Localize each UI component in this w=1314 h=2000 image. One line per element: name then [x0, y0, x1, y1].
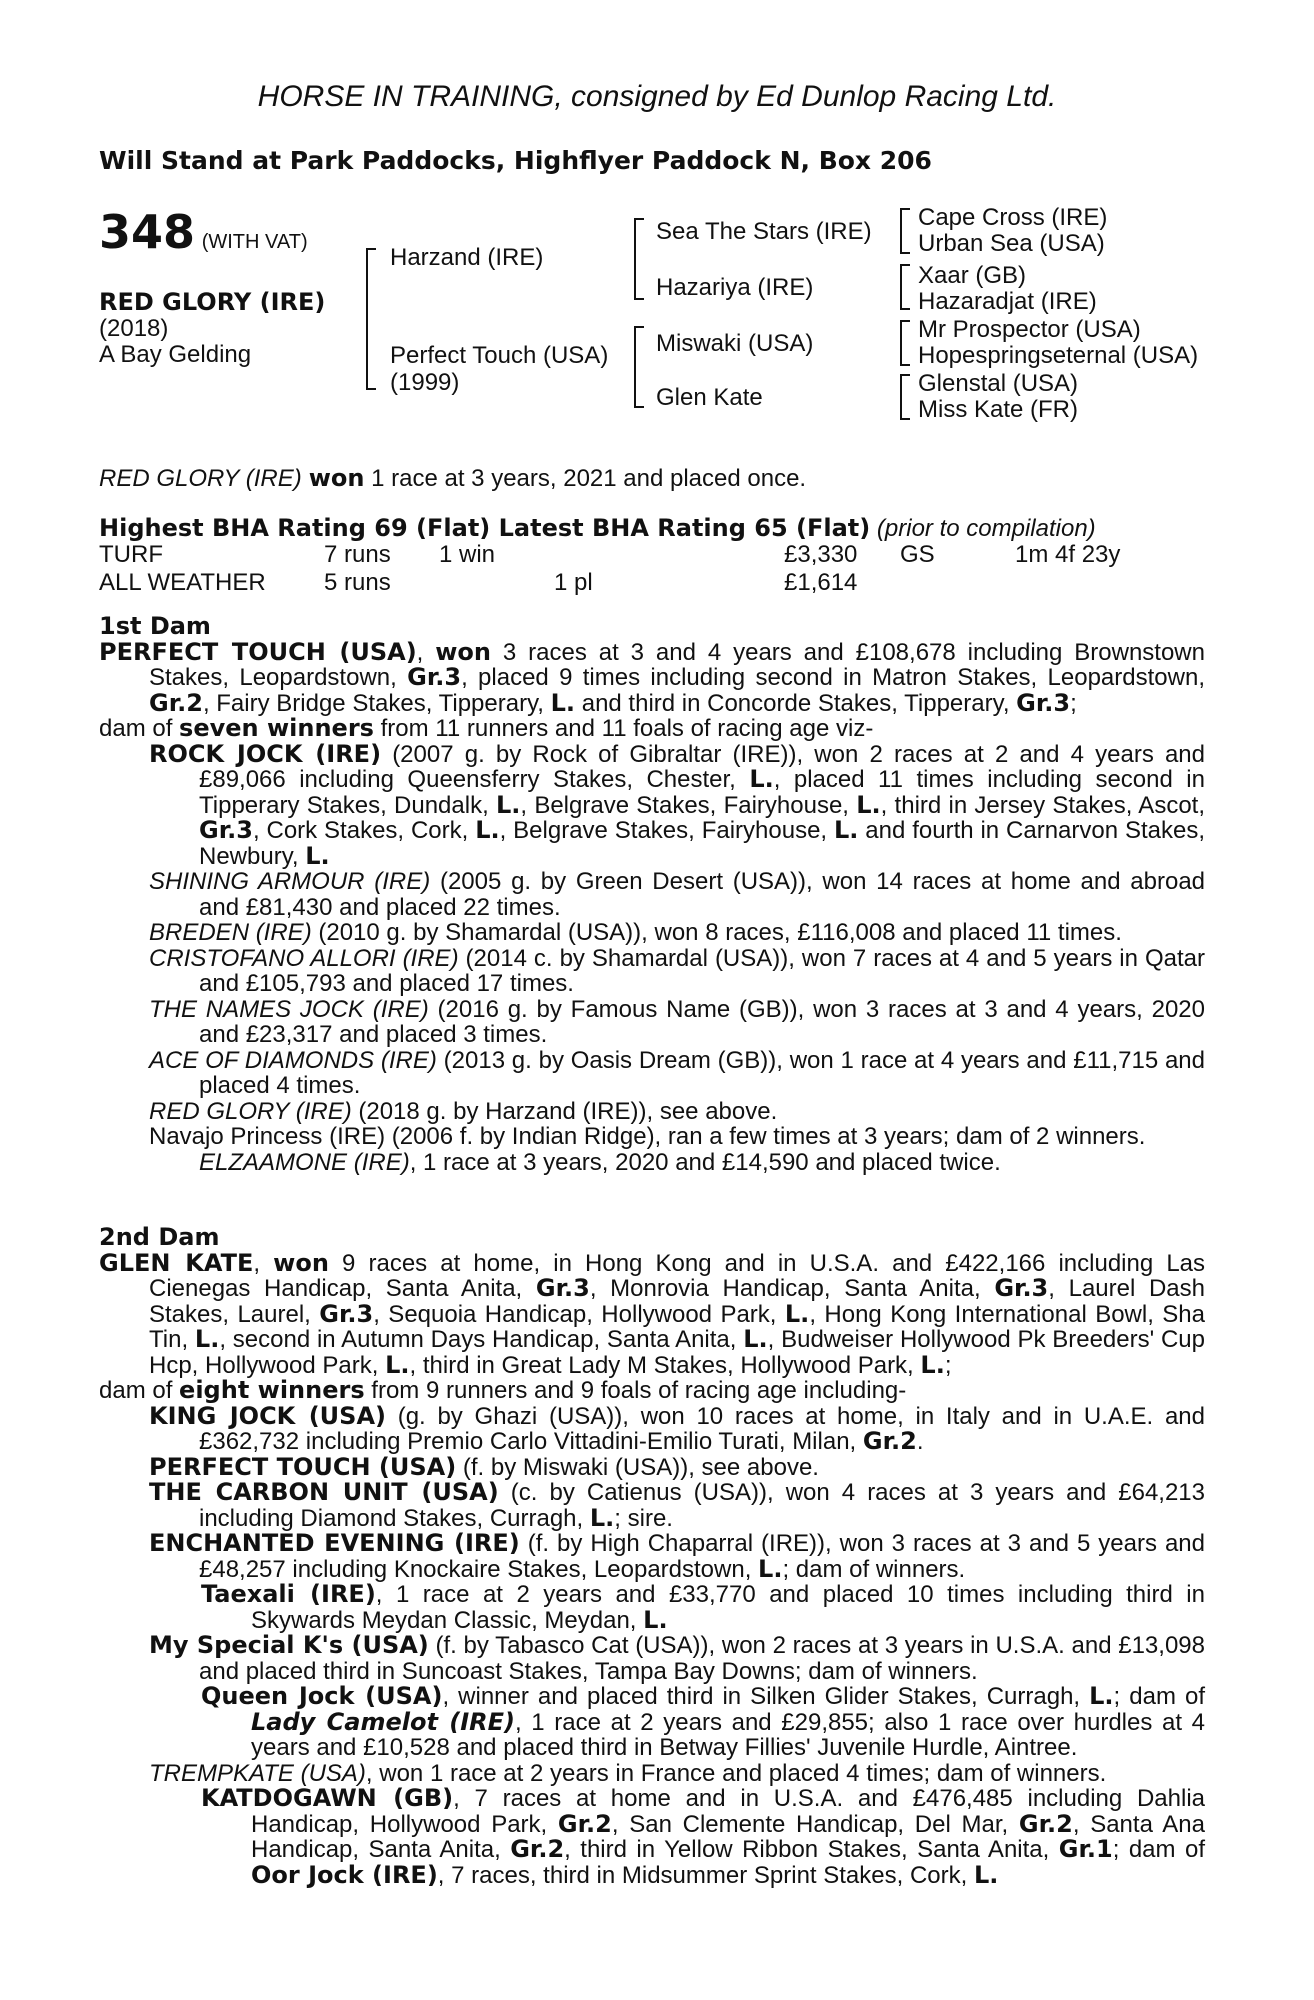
produce-red-glory: RED GLORY (IRE) (2018 g. by Harzand (IRE)), see above. — [149, 1097, 778, 1125]
pedigree-brace-2b — [634, 326, 644, 408]
record-distance: 1m 4f 23y — [1015, 541, 1121, 568]
second-dam-produce-summary: dam of eight winners from 9 runners and 9 foals of racing age including- — [99, 1376, 907, 1404]
produce-the-names-jock: THE NAMES JOCK (IRE) (2016 g. by Famous Name (GB)), won 3 races at 3 and 4 years, 2020 and £23,317 and placed 3 times. — [149, 995, 1205, 1048]
lot-number-line — [99, 205, 308, 259]
granddam-4: Miss Kate (FR) — [918, 396, 1079, 423]
produce-rock-jock: ROCK JOCK (IRE) (2007 g. by Rock of Gibraltar (IRE)), won 2 races at 2 and 4 years and £89,066 including Queensferry Stakes, Chester, L., placed 11 times including second in Tipperary Stakes, Dundalk, L., Belgrave Stakes, Fairyhouse, L., third in Jersey Stakes, Ascot, Gr.3, Cork Stakes, Cork, L., Belgrave Stakes, Fairyhouse, L. and fourth in Carnarvon Stakes, Newbury, L. — [149, 739, 1206, 870]
produce-king-jock: KING JOCK (USA) (g. by Ghazi (USA)), won 10 races at home, in Italy and in U.A.E. and £362,732 including Premio Carlo Vittadini-Emilio Turati, Milan, Gr.2. — [149, 1401, 1205, 1455]
first-dam-record: PERFECT TOUCH (USA), won 3 races at 3 and 4 years and £108,678 including Brownstown Stakes, Leopardstown, Gr.3, placed 9 times including second in Matron Stakes, Leopardstown, Gr.2, Fairy Bridge Stakes, Tipperary, L. and third in Concorde Stakes, Tipperary, Gr.3; — [99, 637, 1205, 717]
horse-name: RED GLORY (IRE) — [99, 288, 326, 316]
second-dam-section — [99, 1225, 1205, 1888]
second-dam-record: GLEN KATE, won 9 races at home, in Hong Kong and in U.S.A. and £422,166 including Las Cienegas Handicap, Santa Anita, Gr.3, Monrovia Handicap, Santa Anita, Gr.3, Laurel Dash Stakes, Laurel, Gr.3, Sequoia Handicap, Hollywood Park, L., Hong Kong International Bowl, Sha Tin, L., second in Autumn Days Handicap, Santa Anita, L., Budweiser Hollywood Pk Breeders' Cup Hcp, Hollywood Park, L., third in Great Lady M Stakes, Hollywood Park, L.; — [99, 1248, 1206, 1379]
vat-label: (WITH VAT) — [201, 231, 308, 253]
granddam-3: Hopespringseternal (USA) — [918, 342, 1199, 369]
record-surface: TURF — [99, 541, 163, 568]
record-wins: 1 win — [439, 541, 496, 568]
table-row — [99, 541, 1120, 569]
produce-perfect-touch: PERFECT TOUCH (USA) (f. by Miswaki (USA)), see above. — [149, 1452, 819, 1481]
record-runs: 7 runs — [324, 541, 391, 568]
sire-sire: Sea The Stars (IRE) — [656, 218, 872, 245]
pedigree-brace-3b — [900, 264, 910, 310]
record-going: GS — [900, 541, 935, 568]
summary-horse: RED GLORY (IRE) — [99, 465, 302, 492]
second-dam-heading: 2nd Dam — [99, 1223, 220, 1251]
grandsire-1: Cape Cross (IRE) — [918, 204, 1108, 231]
record-surface: ALL WEATHER — [99, 569, 266, 596]
horse-year: (2018) — [99, 315, 169, 342]
produce-trempkate: TREMPKATE (USA), won 1 race at 2 years in France and placed 4 times; dam of winners. — [149, 1759, 1107, 1787]
lot-number: 348 — [99, 205, 196, 259]
rating-text: Highest BHA Rating 69 (Flat) Latest BHA Rating 65 (Flat) — [99, 514, 871, 542]
dam-year: (1999) — [390, 369, 460, 396]
pedigree-brace-2a — [634, 218, 644, 300]
sire: Harzand (IRE) — [390, 244, 544, 271]
pedigree-brace-3c — [900, 320, 910, 366]
pedigree-brace-1 — [366, 248, 376, 390]
first-dam-produce-summary: dam of seven winners from 11 runners and 11 foals of racing age viz- — [99, 714, 874, 742]
produce-navajo-princess: Navajo Princess (IRE) (2006 f. by Indian Ridge), ran a few times at 3 years; dam of 2 winners. — [149, 1123, 1146, 1150]
grandsire-3: Mr Prospector (USA) — [918, 316, 1141, 343]
race-summary — [99, 464, 806, 493]
rating-note: (prior to compilation) — [876, 515, 1096, 542]
stand-location: Will Stand at Park Paddocks, Highflyer Paddock N, Box 206 — [99, 146, 932, 175]
produce-breden: BREDEN (IRE) (2010 g. by Shamardal (USA)), won 8 races, £116,008 and placed 11 times. — [149, 919, 1122, 946]
record-money: £1,614 — [784, 569, 858, 596]
record-going — [900, 569, 1015, 597]
produce-ace-of-diamonds: ACE OF DIAMONDS (IRE) (2013 g. by Oasis Dream (GB)), won 1 race at 4 years and £11,715 and placed 4 times. — [149, 1046, 1206, 1099]
summary-won: won — [308, 464, 365, 492]
produce-the-carbon-unit: THE CARBON UNIT (USA) (c. by Catienus (USA)), won 4 races at 3 years and £64,213 including Diamond Stakes, Curragh, L.; sire. — [149, 1478, 1206, 1532]
produce-enchanted-evening: ENCHANTED EVENING (IRE) (f. by High Chaparral (IRE)), won 3 races at 3 and 5 years and £48,257 including Knockaire Stakes, Leopardstown, L.; dam of winners. — [149, 1529, 1205, 1583]
produce-katdogawn: KATDOGAWN (GB), 7 races at home and in U.S.A. and £476,485 including Dahlia Handicap, Hollywood Park, Gr.2, San Clemente Handicap, Del Mar, Gr.2, Santa Ana Handicap, Santa Anita, Gr.2, third in Yellow Ribbon Stakes, Santa Anita, Gr.1; dam of Oor Jock (IRE), 7 races, third in Midsummer Sprint Stakes, Cork, L. — [201, 1784, 1206, 1889]
granddam-1: Urban Sea (USA) — [918, 230, 1105, 257]
first-dam-heading: 1st Dam — [99, 612, 211, 640]
produce-cristofano-allori: CRISTOFANO ALLORI (IRE) (2014 c. by Shamardal (USA)), won 7 races at 4 and 5 years in Qatar and £105,793 and placed 17 times. — [149, 944, 1205, 997]
record-wins — [439, 569, 554, 597]
first-dam-section — [99, 614, 1205, 1175]
record-places — [554, 541, 784, 569]
record-runs: 5 runs — [324, 569, 391, 596]
dam-sire: Miswaki (USA) — [656, 330, 814, 357]
dam: Perfect Touch (USA) — [390, 342, 609, 369]
rating-line — [99, 514, 1096, 543]
race-record-table — [99, 541, 1120, 597]
record-money: £3,330 — [784, 541, 858, 568]
sire-dam: Hazariya (IRE) — [656, 274, 814, 301]
pedigree-brace-3d — [900, 374, 910, 420]
grandsire-4: Glenstal (USA) — [918, 370, 1079, 397]
record-places-value: 1 pl — [554, 569, 593, 596]
record-distance — [1015, 569, 1120, 597]
pedigree-brace-3a — [900, 208, 910, 254]
produce-taexali: Taexali (IRE), 1 race at 2 years and £33,770 and placed 10 times including third in Skywards Meydan Classic, Meydan, L. — [201, 1580, 1205, 1634]
summary-rest: 1 race at 3 years, 2021 and placed once. — [364, 465, 807, 492]
granddam-2: Hazaradjat (IRE) — [918, 288, 1097, 315]
produce-my-special-ks: My Special K's (USA) (f. by Tabasco Cat (USA)), won 2 races at 3 years in U.S.A. and £13,098 and placed third in Suncoast Stakes, Tampa Bay Downs; dam of winners. — [149, 1631, 1205, 1685]
produce-elzaamone: ELZAAMONE (IRE), 1 race at 3 years, 2020 and £14,590 and placed twice. — [199, 1148, 1001, 1176]
grandsire-2: Xaar (GB) — [918, 262, 1027, 289]
produce-shining-armour: SHINING ARMOUR (IRE) (2005 g. by Green Desert (USA)), won 14 races at home and abroad and £81,430 and placed 22 times. — [149, 868, 1206, 921]
table-row — [99, 569, 1120, 597]
dam-dam: Glen Kate — [656, 384, 763, 411]
record-places — [554, 569, 784, 597]
consignor-header: HORSE IN TRAINING, consigned by Ed Dunlop Racing Ltd. — [257, 80, 1057, 113]
produce-queen-jock: Queen Jock (USA), winner and placed third in Silken Glider Stakes, Curragh, L.; dam of Lady Camelot (IRE), 1 race at 2 years and £29,855; also 1 race over hurdles at 4 years and £10,528 and placed third in Betway Fillies' Juvenile Hurdle, Aintree. — [201, 1682, 1206, 1761]
horse-description: A Bay Gelding — [99, 341, 252, 368]
